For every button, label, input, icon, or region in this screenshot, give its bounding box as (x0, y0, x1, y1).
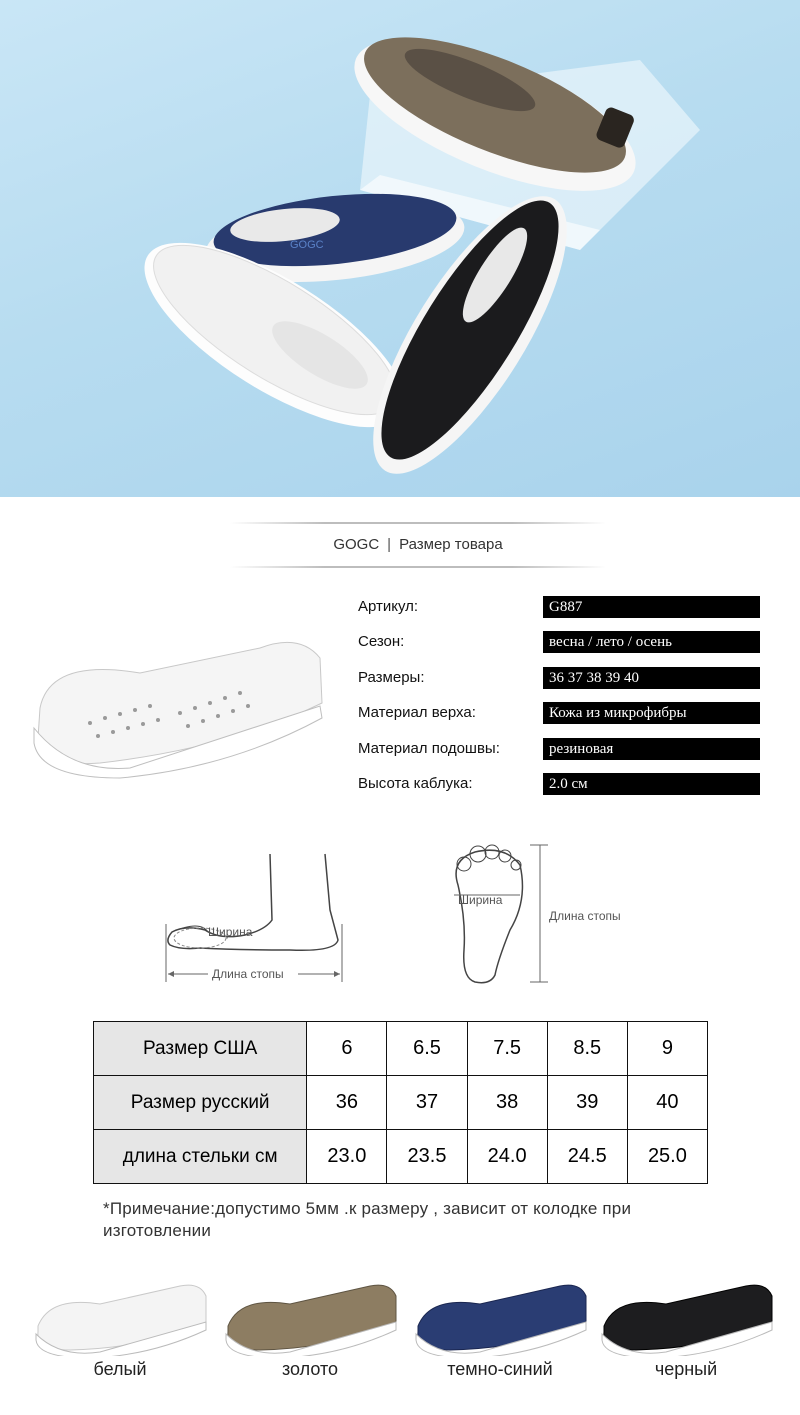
svg-text:GOGC: GOGC (290, 239, 324, 251)
spec-row-sole-material (358, 738, 760, 762)
gold-shoe-thumbnail (220, 1276, 400, 1356)
spec-label: Размеры: (358, 669, 425, 686)
table-row-header: длина стельки см (94, 1130, 307, 1184)
black-shoe-thumbnail (596, 1276, 776, 1356)
table-row-header: Размер русский (94, 1076, 307, 1130)
spec-value: G887 (543, 596, 760, 618)
table-cell: 6 (307, 1022, 387, 1076)
spec-value: 36 37 38 39 40 (543, 667, 760, 689)
hero-shoes-illustration (0, 0, 800, 497)
spec-row-article (358, 596, 760, 620)
section-title (230, 536, 606, 553)
color-variant-black[interactable] (596, 1276, 776, 1401)
table-cell: 38 (467, 1076, 547, 1130)
table-cell: 23.5 (387, 1130, 467, 1184)
color-label: белый (93, 1359, 147, 1379)
table-cell: 7.5 (467, 1022, 547, 1076)
table-cell: 37 (387, 1076, 467, 1130)
side-width-label: Ширина (208, 925, 253, 939)
table-cell: 36 (307, 1076, 387, 1130)
spec-label: Материал верха: (358, 704, 476, 721)
table-cell: 23.0 (307, 1130, 387, 1184)
title-divider-top (230, 522, 606, 524)
foot-top-diagram (430, 840, 650, 994)
white-shoe-thumbnail (30, 1276, 210, 1356)
spec-value: резиновая (543, 738, 760, 760)
spec-label: Артикул: (358, 598, 419, 615)
table-cell: 9 (627, 1022, 707, 1076)
foot-side-diagram (160, 850, 360, 994)
table-cell: 40 (627, 1076, 707, 1130)
table-cell: 25.0 (627, 1130, 707, 1184)
title-text: Размер товара (399, 536, 503, 553)
title-separator: | (387, 536, 392, 553)
table-cell: 39 (547, 1076, 627, 1130)
top-width-label: Ширина (458, 893, 503, 907)
side-length-label: Длина стопы (212, 967, 284, 981)
spec-value: 2.0 см (543, 773, 760, 795)
top-length-label: Длина стопы (549, 909, 621, 923)
spec-value: Кожа из микрофибры (543, 702, 760, 724)
navy-shoe-thumbnail (410, 1276, 590, 1356)
spec-label: Сезон: (358, 633, 405, 650)
table-cell: 24.5 (547, 1130, 627, 1184)
spec-row-upper-material (358, 702, 760, 726)
spec-row-season (358, 631, 760, 655)
spec-row-heel-height (358, 773, 760, 797)
color-label: черный (654, 1359, 718, 1379)
color-variant-white[interactable] (30, 1276, 210, 1401)
spec-label: Высота каблука: (358, 775, 473, 792)
size-note: *Примечание:допустимо 5мм .к размеру , зависит от колодке при изготовлении (103, 1199, 632, 1240)
hero-product-photo (0, 0, 800, 497)
table-row (94, 1022, 708, 1076)
spec-shoe-image (30, 628, 330, 792)
table-row-header: Размер США (94, 1022, 307, 1076)
color-label: золото (281, 1359, 339, 1379)
color-label: темно-синий (447, 1359, 553, 1379)
brand-name: GOGC (333, 536, 380, 553)
color-variant-gold[interactable] (220, 1276, 400, 1401)
spec-label: Материал подошвы: (358, 740, 500, 757)
color-variant-navy[interactable] (410, 1276, 590, 1401)
size-table (93, 1021, 708, 1184)
table-cell: 6.5 (387, 1022, 467, 1076)
table-row (94, 1076, 708, 1130)
spec-row-sizes (358, 667, 760, 691)
table-row (94, 1130, 708, 1184)
title-divider-bottom (230, 566, 606, 568)
spec-value: весна / лето / осень (543, 631, 760, 653)
table-cell: 8.5 (547, 1022, 627, 1076)
table-cell: 24.0 (467, 1130, 547, 1184)
